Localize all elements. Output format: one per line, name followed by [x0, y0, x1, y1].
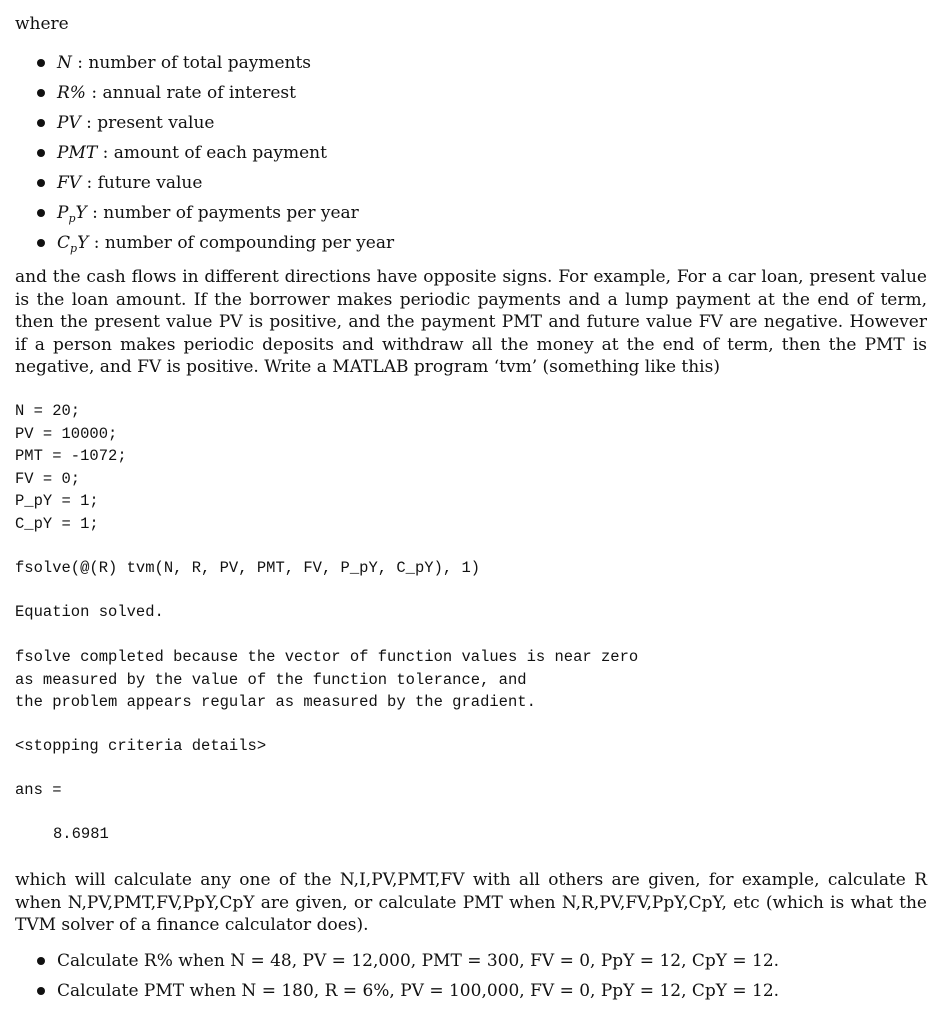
bullet-icon: [37, 987, 45, 995]
task-text: Calculate PMT when N = 180, R = 6%, PV = 100,000, FV = 0, PpY = 12, CpY = 12.: [57, 981, 780, 1001]
code-output-message: fsolve completed because the vector of function values is near zero as measured by the value of the function tolerance, and the problem appears regular as measured by the gradient.: [15, 648, 639, 711]
bullet-icon: [37, 119, 45, 127]
bullet-icon: [37, 149, 45, 157]
variable-description: : number of compounding per year: [88, 233, 395, 253]
variable-description: : number of total payments: [71, 53, 312, 73]
code-output-solved: Equation solved.: [15, 603, 164, 621]
list-item: [0, 978, 779, 1008]
variable-symbol: PMT: [57, 143, 98, 163]
variable-symbol: FV: [57, 173, 82, 193]
variable-symbol-tail: Y: [75, 203, 87, 223]
bullet-icon: [37, 957, 45, 965]
variable-subscript: p: [68, 212, 76, 225]
code-fsolve-call: fsolve(@(R) tvm(N, R, PV, PMT, FV, P_pY, C_pY), 1): [15, 559, 481, 577]
variable-symbol: PV: [57, 113, 81, 133]
list-item: [0, 200, 394, 230]
variable-symbol-tail: Y: [77, 233, 89, 253]
list-item: [0, 948, 779, 978]
explanation-paragraph: and the cash flows in different directions have opposite signs. For example, For a car loan, present value is the loan amount. If the borrower makes periodic payments and a lump payment at the end of term, then the present value PV is positive, and the payment PMT and future value FV are negative. However if a person makes periodic deposits and withdraw all the money at the end of term, then the PMT is negative, and FV is positive. Write a MATLAB program ‘tvm’ (something like this): [15, 267, 927, 377]
code-output-ans-label: ans =: [15, 781, 62, 799]
variable-description: : present value: [80, 113, 215, 133]
intro-text: where: [15, 14, 69, 34]
code-output-ans-value: 8.6981: [53, 825, 109, 843]
code-output-details: <stopping criteria details>: [15, 737, 267, 755]
variable-description: : amount of each payment: [97, 143, 327, 163]
list-item: [0, 110, 394, 140]
task-list: [0, 948, 779, 1008]
bullet-icon: [37, 89, 45, 97]
variable-subscript: p: [70, 242, 78, 255]
variable-symbol: R%: [57, 83, 86, 103]
code-variable-assignments: N = 20; PV = 10000; PMT = -1072; FV = 0; P_pY = 1; C_pY = 1;: [15, 402, 127, 533]
variable-description: : annual rate of interest: [85, 83, 296, 103]
variable-symbol: C: [57, 233, 71, 253]
list-item: [0, 170, 394, 200]
list-item: [0, 80, 394, 110]
variable-definitions-list: [0, 50, 394, 260]
bullet-icon: [37, 59, 45, 67]
list-item: [0, 230, 394, 260]
list-item: [0, 140, 394, 170]
usage-paragraph: which will calculate any one of the N,I,PV,PMT,FV with all others are given, for example, calculate R when N,PV,PMT,FV,PpY,CpY are given, or calculate PMT when N,R,PV,FV,PpY,CpY, etc (which is what the TVM solver of a finance calculator does).: [15, 870, 927, 935]
task-text: Calculate R% when N = 48, PV = 12,000, PMT = 300, FV = 0, PpY = 12, CpY = 12.: [57, 951, 780, 971]
bullet-icon: [37, 179, 45, 187]
list-item: [0, 50, 394, 80]
variable-symbol: N: [57, 53, 72, 73]
variable-description: : future value: [81, 173, 203, 193]
variable-symbol: P: [57, 203, 69, 223]
bullet-icon: [37, 239, 45, 247]
variable-description: : number of payments per year: [86, 203, 359, 223]
bullet-icon: [37, 209, 45, 217]
